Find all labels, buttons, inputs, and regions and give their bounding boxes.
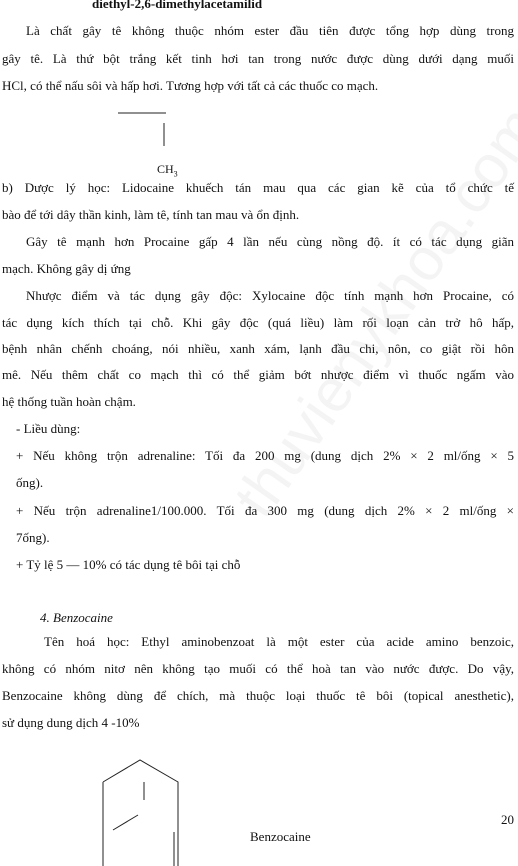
text-line: sử dụng dung dịch 4 -10% [2,715,140,730]
heading: diethyl-2,6-dimethylacetamilid [92,0,263,11]
text-line: mạch. Không gây dị ứng [2,261,131,276]
text-line: bệnh nhân chếnh choáng, nói nhiều, xanh xám, lạnh đầu chi, nôn, co giật rồi hôn [2,341,514,356]
text-line: Benzocaine không dùng để chích, mà thuộc loại thuốc tê bôi (topical anesthetic), [2,688,514,703]
methyl-subscript: 3 [173,169,178,179]
text-line: Nhược điểm và tác dụng gây độc: Xylocaine độc tính mạnh hơn Procaine, có [26,288,514,303]
text-line: Gây tê mạnh hơn Procaine gấp 4 lần nếu cùng nồng độ. ít có tác dụng giãn [26,234,514,249]
figure-caption: Benzocaine [250,829,311,844]
dosage-item: + Tỷ lệ 5 — 10% có tác dụng tê bôi tại chỗ [16,557,241,572]
dosage-item: + Nếu không trộn adrenaline: Tối đa 200 mg (dung dịch 2% × 2 ml/ống × 5 [16,448,514,463]
ring-bond [103,760,178,866]
page-number: 20 [501,812,514,827]
text-line: bào để tới dây thần kinh, làm tê, tính tan mau và ổn định. [2,207,300,222]
text-line: b) Dược lý học: Lidocaine khuếch tán mau qua các gian kẽ của tổ chức tế [2,180,514,195]
text-line: HCl, có thể nấu sôi và hấp hơi. Tương hợp với tất cả các thuốc co mạch. [2,78,379,93]
text-line: hệ thống tuần hoàn chậm. [2,394,136,409]
text-line: tác dụng kích thích tại chỗ. Khi gây độc (quá liều) làm rối loạn cản trở hô hấp, [2,315,514,330]
section-title: 4. Benzocaine [40,610,113,625]
dosage-item-cont: ống). [16,475,44,490]
text-line: mê. Nếu thêm chất co mạch thì có thể giảm bớt nhược điểm vì thuốc ngấm vào [2,367,514,382]
text-line: Là chất gây tê không thuộc nhóm ester đầu tiên được tổng hợp dùng trong [26,23,514,38]
text-line: không có nhóm nitơ nên không tạo muối có thể hoà tan vào nước được. Do vậy, [2,661,514,676]
dosage-item: + Nếu trộn adrenaline1/100.000. Tối đa 300 mg (dung dịch 2% × 2 ml/ống × [16,503,514,518]
dosage-item-cont: 7ống). [16,530,50,545]
dosage-title: - Liều dùng: [16,421,81,436]
methyl-text: CH [157,162,174,176]
double-bond-line [113,815,138,830]
text-line: gây tê. Là thứ bột trắng kết tinh hơi tan trong nước được dùng dưới dạng muối [2,51,514,66]
text-line: Tên hoá học: Ethyl aminobenzoat là một ester của acide amino benzoic, [44,634,514,649]
